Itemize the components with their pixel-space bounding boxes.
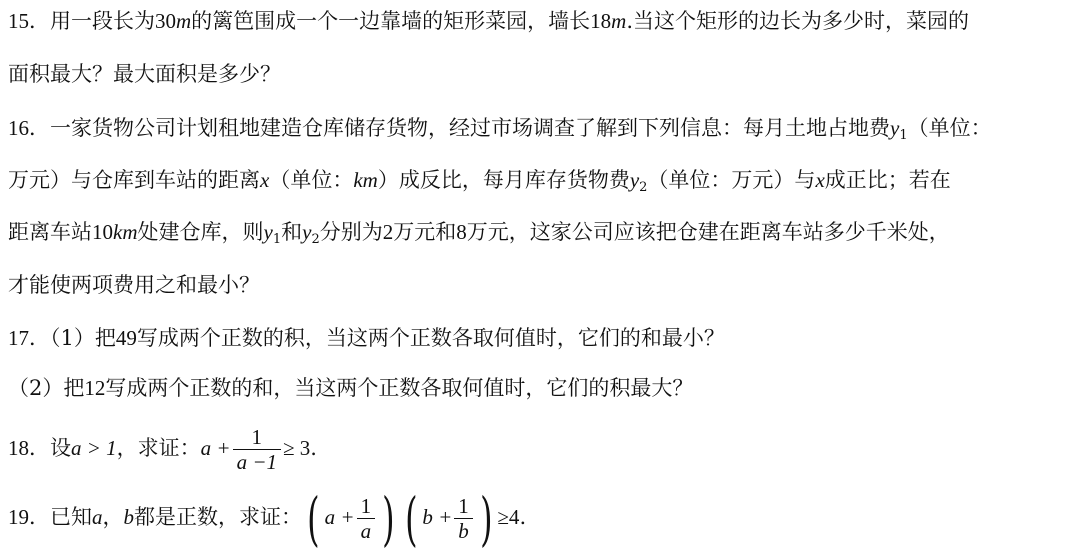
fraction-numerator: 1: [360, 494, 372, 518]
variable: y: [890, 116, 900, 140]
text: 写成两个正数的和，当这两个正数各取何值时，它们的积最大？: [105, 376, 694, 400]
text: ，: [102, 505, 124, 529]
text: ，求证：: [116, 436, 201, 460]
problem-16-line-1: [8, 115, 1076, 141]
value: 8: [456, 220, 467, 244]
text: .当这个矩形的边长为多少时，菜园的: [626, 9, 970, 33]
term: a +: [324, 505, 355, 529]
subscript: 2: [311, 232, 320, 247]
problem-19: [8, 484, 1076, 553]
text: 万元）与仓库到车站的距离: [8, 168, 260, 192]
value: 49: [115, 326, 137, 350]
text: 已知: [50, 505, 92, 529]
fraction-denominator: a −1: [233, 449, 281, 474]
text: 万元和: [393, 220, 457, 244]
text: （单位：: [269, 168, 354, 192]
text: （2）把: [8, 376, 85, 400]
fraction: [454, 494, 473, 543]
period: .: [519, 505, 527, 529]
value: 2: [382, 220, 394, 244]
problem-15-line-2: 面积最大？最大面积是多少？: [8, 62, 281, 86]
variable: x: [815, 168, 825, 192]
period: .: [310, 436, 317, 460]
subscript: 1: [272, 232, 282, 247]
variable: y: [302, 220, 312, 244]
text: 设: [50, 436, 71, 460]
unit: km: [353, 168, 378, 192]
unit: km: [113, 220, 138, 244]
fraction-denominator: b: [454, 518, 473, 543]
expression-lhs: a +: [200, 436, 231, 460]
problem-16-line-4: 才能使两项费用之和最小？: [8, 273, 260, 297]
problem-17-line-2: [8, 375, 1076, 401]
value: 10: [92, 220, 113, 244]
expression-rhs: ≥ 3: [283, 436, 311, 460]
variable: y: [629, 168, 640, 192]
unit: m: [176, 9, 192, 33]
text: 都是正数，求证：: [134, 505, 302, 529]
problem-number: 17．: [8, 326, 50, 350]
problem-16-line-3: [8, 219, 1076, 245]
left-paren: (: [404, 484, 418, 553]
text: 距离车站: [8, 220, 92, 244]
problem-18: [8, 424, 1076, 474]
text: 的篱笆围成一个一边靠墙的矩形菜园，墙长: [191, 9, 591, 33]
text: （单位：万元）与: [647, 168, 816, 192]
text: 处建仓库，则: [137, 220, 264, 244]
subscript: 1: [899, 128, 908, 143]
text: 分别为: [319, 220, 383, 244]
text: （单位：: [907, 116, 992, 140]
right-paren: ): [382, 484, 395, 553]
text: （1）把: [50, 326, 116, 350]
text: 写成两个正数的积，当这两个正数各取何值时，它们的和最小？: [136, 326, 725, 350]
problem-number: 18．: [8, 436, 50, 460]
fraction-numerator: 1: [458, 494, 469, 518]
problem-16-line-2: [8, 167, 1076, 193]
variable: b: [123, 505, 134, 529]
problem-number: 16．: [8, 116, 50, 140]
variable: a: [92, 505, 103, 529]
right-paren: ): [479, 484, 493, 553]
fraction: [233, 425, 281, 474]
problem-15-line-1: [8, 8, 1076, 34]
value: 12: [84, 376, 106, 400]
variable: y: [263, 220, 273, 244]
fraction-denominator: a: [357, 518, 376, 543]
text: 用一段长为: [50, 9, 155, 33]
problem-number: 15．: [8, 9, 50, 33]
problem-number: 19．: [8, 505, 50, 529]
expression-rhs: ≥4: [497, 505, 520, 529]
condition: a > 1: [71, 436, 117, 460]
fraction: [357, 494, 376, 543]
text: 和: [281, 220, 303, 244]
fraction-numerator: 1: [251, 425, 263, 449]
value: 18: [590, 9, 612, 33]
value: 30: [155, 9, 176, 33]
variable: x: [260, 168, 270, 192]
text: 一家货物公司计划租地建造仓库储存货物，经过市场调查了解到下列信息：每月土地占地费: [50, 116, 890, 140]
left-paren: (: [307, 484, 320, 553]
unit: m: [611, 9, 627, 33]
problem-17-line-1: [8, 325, 1076, 351]
text: 成正比；若在: [824, 168, 951, 192]
term: b +: [422, 505, 453, 529]
text: ）成反比，每月库存货物费: [377, 168, 630, 192]
text: 万元，这家公司应该把仓建在距离车站多少千米处，: [466, 220, 950, 244]
subscript: 2: [639, 180, 648, 195]
